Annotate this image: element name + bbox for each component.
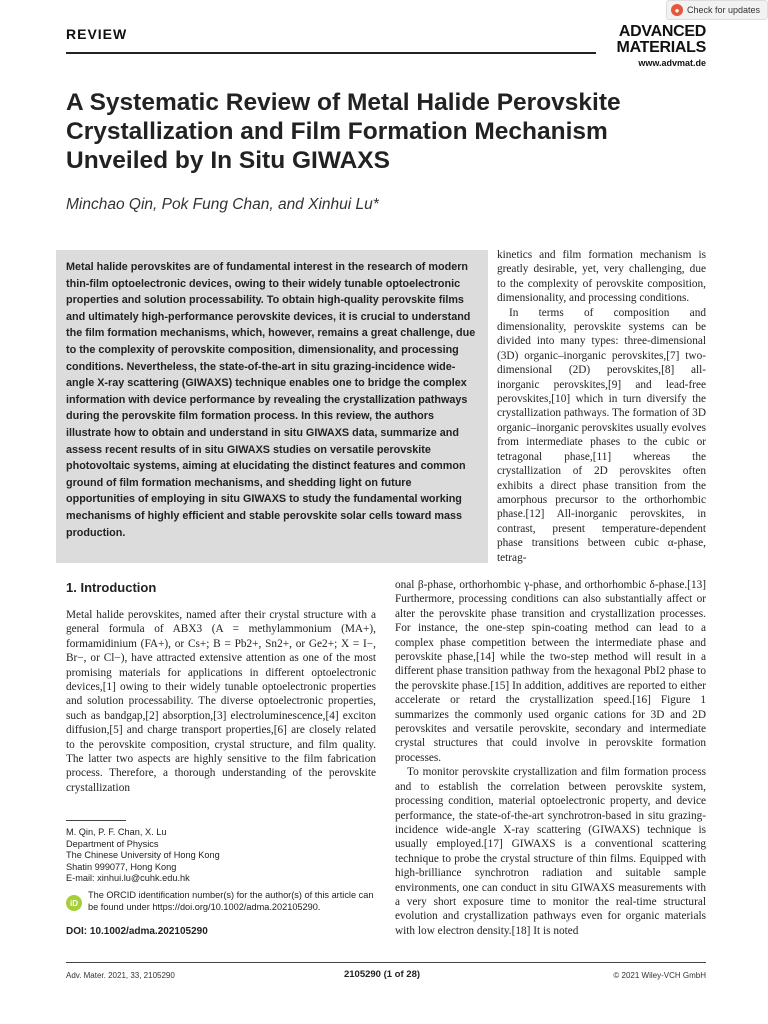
journal-logo	[604, 24, 706, 56]
abstract-text: Metal halide perovskites are of fundamental interest in the research of modern thin-film optoelectronic devices, owing to their widely tunable optoelectronic properties and solution processability. To obtain high-quality perovskite films and ultimately high-performance perovskite devices, it is crucial to understand the film formation mechanisms, which, however, remains a great challenge, due to the complexity of perovskite composition, dimensionality, and processing conditions. Nevertheless, the state-of-the-art in situ grazing-incidence wide-angle X-ray scattering (GIWAXS) technique enables one to bridge the complex information with device performance by revealing the crystallization pathways during the perovskite film formation process. In this review, the authors illustrate how to obtain and understand in situ GIWAXS data, summarize and assess recent results of in situ GIWAXS studies on versatile perovskite photovoltaic systems, aiming at elucidating the distinct features and common ground of film formation mechanisms, and shedding light on future opportunities of employing in situ GIWAXS to study the fundamental working mechanisms of highly efficient and stable perovskite solar cells toward mass production.	[66, 261, 476, 539]
affiliation-city: Shatin 999077, Hong Kong	[66, 861, 177, 872]
affiliation-univ: The Chinese University of Hong Kong	[66, 850, 220, 861]
footer-rule	[66, 962, 706, 963]
footer-copyright: © 2021 Wiley-VCH GmbH	[613, 971, 706, 980]
footer-citation: Adv. Mater. 2021, 33, 2105290	[66, 971, 175, 980]
article-authors: Minchao Qin, Pok Fung Chan, and Xinhui Lu*	[66, 196, 379, 213]
affiliation	[66, 827, 376, 885]
orcid-icon: iD	[66, 895, 82, 911]
section-heading: 1. Introduction	[66, 580, 157, 595]
affiliation-dept: Department of Physics	[66, 838, 159, 849]
check-updates-button[interactable]	[666, 0, 768, 20]
check-updates-label: Check for updates	[687, 5, 761, 15]
orcid-note: The ORCID identification number(s) for the author(s) of this article can be found under https://doi.org/10.1002/adma.202105290.	[88, 890, 374, 912]
right-column-top	[497, 248, 706, 565]
journal-url[interactable]: www.advmat.de	[638, 58, 706, 68]
doi[interactable]: DOI: 10.1002/adma.202105290	[66, 926, 208, 937]
update-icon: ●	[671, 4, 683, 16]
affiliation-email[interactable]: E-mail: xinhui.lu@cuhk.edu.hk	[66, 873, 190, 884]
header-rule	[66, 52, 596, 54]
paragraph: kinetics and film formation mechanism is greatly desirable, yet, very challenging, due to the complexity of perovskite composition, dimensionality, and processing conditions.	[497, 249, 706, 305]
affiliation-rule	[66, 820, 126, 821]
section-label: REVIEW	[66, 26, 128, 42]
journal-logo-line2: MATERIALS	[616, 39, 706, 56]
article-title: A Systematic Review of Metal Halide Perovskite Crystallization and Film Formation Mechanism Unveiled by In Situ GIWAXS	[66, 89, 621, 174]
paragraph: onal β-phase, orthorhombic γ-phase, and orthorhombic δ-phase.[13] Furthermore, processing conditions can also substantially affect or alter the perovskite phase transition and crystallization processes. For instance, the one-step spin-coating method can lead to a complex phase competition between the intermediate phase and perovskite phase,[14] while the two-step method will result in a different phase transition pathway from the hexagonal PbI2 phase to the perovskite phase.[15] In addition, additives are reported to either accelerate or retard the crystallization speed.[16] Figure 1 summarizes the commonly used organic cations for 3D and 2D perovskites and versatile perovskite, secondary and intermediate crystal structures that could involve in perovskite formation processes.	[395, 579, 706, 764]
footer-page: 2105290 (1 of 28)	[343, 969, 421, 980]
journal-logo-line1: ADVANCED	[618, 23, 706, 40]
paragraph: To monitor perovskite crystallization and film formation process and to establish the correlation between perovskite system, processing condition, material optoelectronic property, and device performance, the state-of-the-art synchrotron-based in situ grazing-incidence wide-angle X-ray scattering (GIWAXS) technique is usually employed.[17] GIWAXS is a conventional scattering technique to probe the crystal structure of thin films. Equipped with high-brilliance synchrotron radiation and suitable sample environments, one can conduct in situ GIWAXS measurements with a very short exposure time to monitor the real-time structural evolution and crystallization pathways even for organic materials with low electron density.[18] It is noted	[395, 766, 706, 937]
paragraph: In terms of composition and dimensionality, perovskite systems can be divided into many types: three-dimensional (3D) organic–inorganic perovskites,[7] two-dimensional (2D) perovskites,[8] all-inorganic perovskites,[9] and lead-free perovskites,[10] which in turn diversify the crystallization pathways. The formation of 3D organic–inorganic perovskites usually evolves from intermediate phases to the cubic or tetragonal phase,[11] whereas the crystallization of 2D perovskites often exhibits a direct phase transition from the amorphous precursor to the orthorhombic phase.[12] All-inorganic perovskites, in contrast, present temperature-dependent phase transitions between cubic α-phase, tetrag-	[497, 306, 706, 564]
left-column	[66, 608, 376, 795]
affiliation-names: M. Qin, P. F. Chan, X. Lu	[66, 827, 167, 837]
right-column-full	[395, 578, 706, 938]
paragraph: Metal halide perovskites, named after their crystal structure with a general formula of ABX3 (A = methylammonium (MA+), formamidinium (FA+), or Cs+; B = Pb2+, Sn2+, or Ge2+; X = I−, Br−, or Cl−), have attracted extensive attention as one of the most promising materials for applications in different optoelectronic devices,[1] owing to their widely tunable optoelectronic properties and solution processability. The diverse optoelectronic properties, such as bandgap,[2] absorption,[3] electroluminescence,[4] exciton diffusion,[5] and charge transport properties,[6] are closely related to the perovskite composition, crystal structure, and film quality. The latter two aspects are highly sensitive to the film fabrication process. Therefore, a thorough understanding of the perovskite crystallization	[66, 609, 376, 794]
